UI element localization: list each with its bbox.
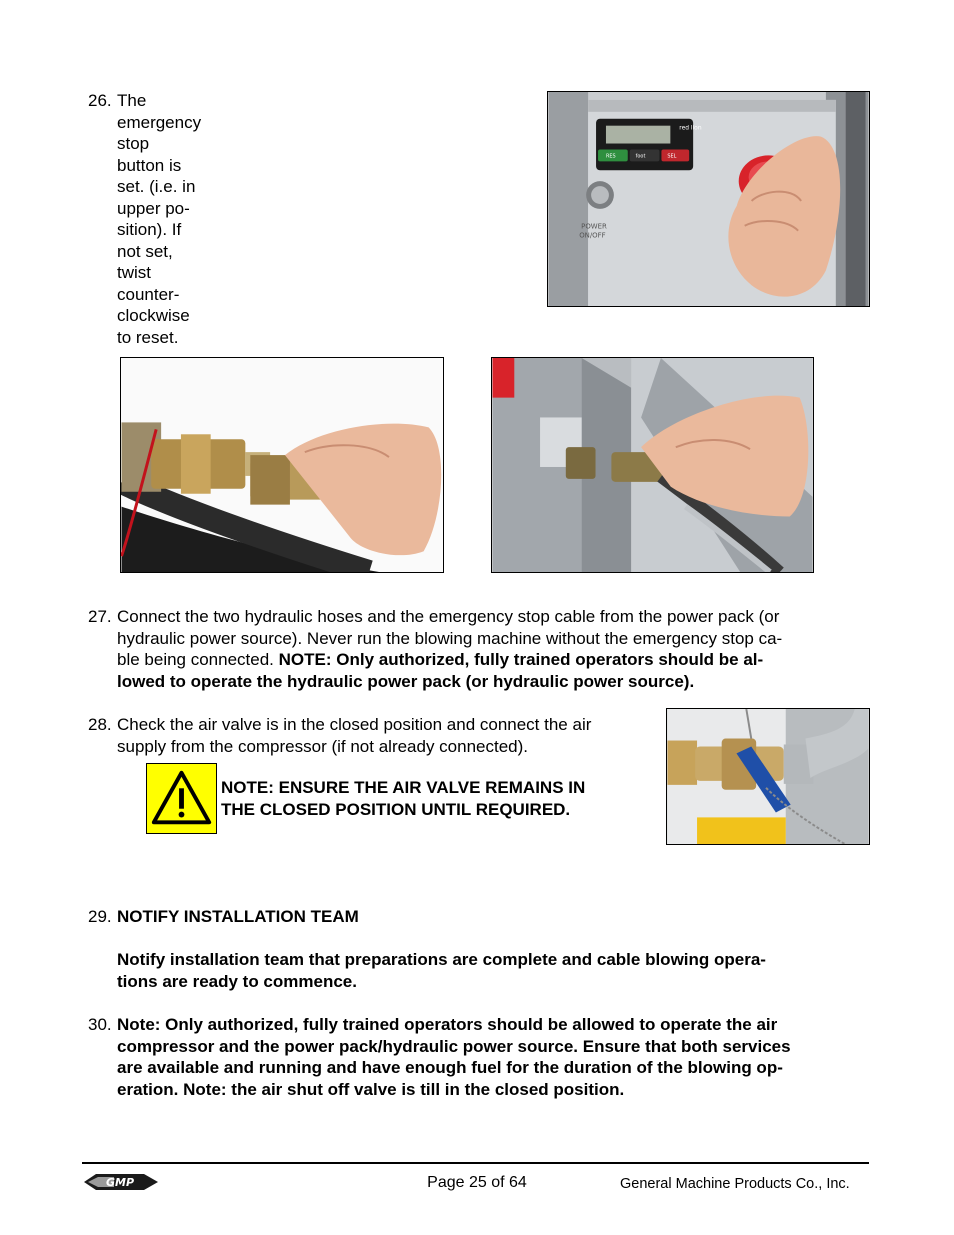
photo-estop-cable-connector (491, 357, 814, 573)
step-number: 29. (88, 907, 112, 926)
photo-hydraulic-coupling (120, 357, 444, 573)
cable-connector-illustration (492, 358, 813, 572)
warning-box (146, 763, 217, 834)
operator-note: NOTE: Only authorized, fully trained operators should be al- (278, 650, 764, 669)
power-label: POWER (581, 222, 607, 231)
hydraulic-coupling-illustration (121, 358, 443, 572)
step-text: Connect the two hydraulic hoses and the emergency stop cable from the power pack (or hydraulic power source). Never run the blowing machine without the emergency stop ca- ble being connected. NOTE: Only authorized, fully trained operators should be al- lowed to operate the hydraulic power pack (or hydraulic power source). (117, 607, 783, 691)
photo-air-valve (666, 708, 870, 845)
page-number: Page 25 of 64 (427, 1174, 527, 1191)
step-number: 26. (88, 91, 112, 110)
step-text: The emergency stop button is set. (i.e. in upper po- sition). If not set, twist counter-clockwise to reset. (117, 91, 202, 347)
warning-triangle-icon (147, 764, 216, 833)
air-valve-illustration (667, 709, 869, 844)
warning-text: NOTE: ENSURE THE AIR VALVE REMAINS IN THE CLOSED POSITION UNTIL REQUIRED. (221, 778, 586, 819)
emergency-stop-illustration (548, 92, 869, 306)
step-text: Check the air valve is in the closed position and connect the air supply from the compressor (if not already connected). (117, 715, 592, 756)
logo-text: GMP (106, 1176, 135, 1189)
step-text: Note: Only authorized, fully trained operators should be allowed to operate the air compressor and the power pack/hydraulic power source. Ensure that both services are available and running and have enough fuel for the duration of the blowing op- eration. Note: the air shut off valve is till in the closed position. (117, 1015, 791, 1099)
display-button-right: SEL (667, 153, 677, 160)
power-label-2: ON/OFF (579, 231, 606, 240)
display-brand-label: red lion (679, 124, 702, 132)
step-text: NOTIFY INSTALLATION TEAM Notify installation team that preparations are complete and cable blowing opera- tions are ready to commence. (117, 906, 877, 992)
company-name: General Machine Products Co., Inc. (620, 1176, 850, 1192)
display-button-mid: foot (635, 153, 646, 160)
photo-emergency-stop-panel (547, 91, 870, 307)
display-button-left: RES (605, 153, 616, 160)
step-number: 27. (88, 607, 112, 626)
step-number: 30. (88, 1015, 112, 1034)
step-heading: NOTIFY INSTALLATION TEAM (117, 907, 359, 926)
footer-rule (82, 1162, 869, 1164)
step-number: 28. (88, 715, 112, 734)
